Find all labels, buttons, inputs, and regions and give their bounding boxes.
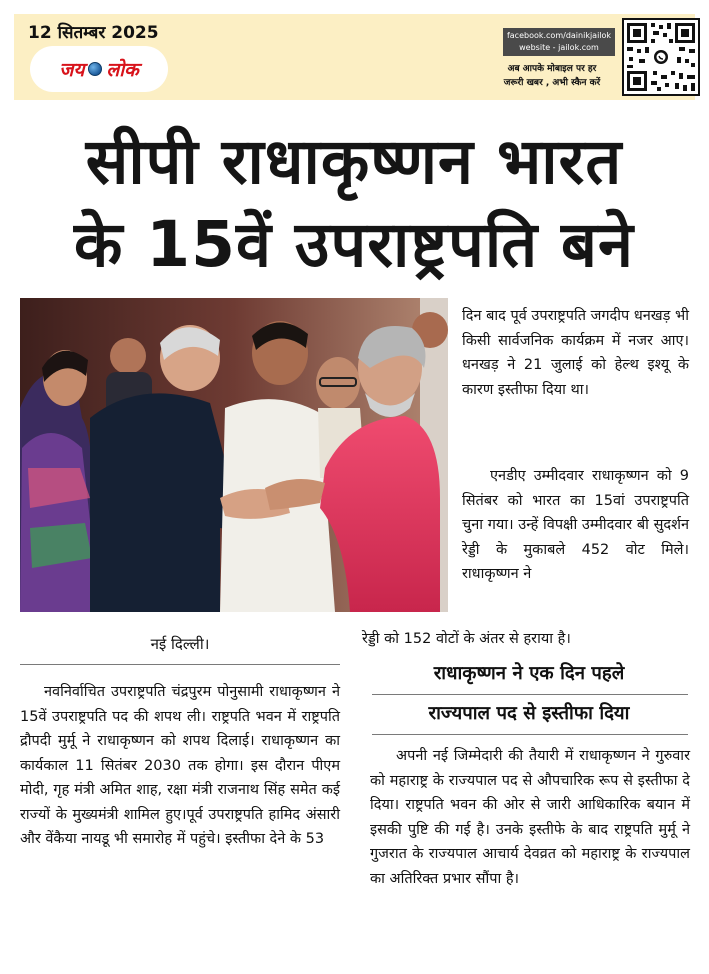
scan-prompt — [490, 62, 614, 90]
dateline: नई दिल्ली। — [150, 635, 210, 653]
subhead-divider — [372, 694, 688, 695]
ceremony-photo-illustration — [20, 298, 448, 612]
facebook-link[interactable]: facebook.com/dainikjailok — [506, 31, 612, 40]
globe-icon — [88, 62, 102, 76]
qr-code-graphic — [624, 20, 698, 94]
news-photo — [20, 298, 448, 612]
article-left-column: नवनिर्वाचित उपराष्ट्रपति चंद्रपुरम पोनुसामी राधाकृष्णन ने 15वें उपराष्ट्रपति पद की शपथ ली। राष्ट्रपति भवन में राष्ट्रपति द्रौपदी मुर्मू ने राधाकृष्णन को शपथ दिलाई। राधाकृष्णन का कार्यकाल 11 सितंबर 2030 तक होगा। इस दौरान पीएम मोदी, गृह मंत्री अमित शाह, रक्षा मंत्री राजनाथ सिंह समेत कई राज्यों के मुख्यमंत्री शामिल हुए।पूर्व उपराष्ट्रपति हामिद अंसारी और वेंकैया नायडू भी समारोह में पहुंचे। इस्तीफा देने के 53 — [20, 684, 340, 847]
social-links-box[interactable] — [503, 28, 615, 56]
qr-code-icon[interactable] — [622, 18, 700, 96]
headline-line-1: सीपी राधाकृष्णन भारत — [85, 125, 623, 198]
masthead-bar — [14, 14, 695, 100]
subhead-line-2: राज्यपाल पद से इस्तीफा दिया — [428, 703, 630, 724]
scan-prompt-line1: अब आपके मोबाइल पर हर — [507, 64, 597, 74]
article-right-para-1: दिन बाद पूर्व उपराष्ट्रपति जगदीप धनखड़ भी किसी सार्वजनिक कार्यक्रम में नजर आए। धनखड़ ने 21 जुलाई को हेल्थ इश्यू के कारण इस्तीफा दिया था। — [462, 308, 689, 398]
subhead-line-1: राधाकृष्णन ने एक दिन पहले — [433, 663, 625, 684]
issue-date: 12 सितम्बर 2025 — [28, 23, 159, 43]
logo-word-right: लोक — [106, 59, 139, 81]
headline-line-2: के 15वें उपराष्ट्रपति बने — [73, 208, 634, 281]
jailok-logo[interactable] — [30, 46, 168, 92]
scan-prompt-line2: जरूरी खबर , अभी स्कैन करें — [503, 78, 601, 88]
logo-word-left: जय — [59, 59, 85, 81]
subhead-bottom-rule — [372, 734, 688, 735]
sub-article: अपनी नई जिम्मेदारी की तैयारी में राधाकृष्णन ने गुरुवार को महाराष्ट्र के राज्यपाल पद से औपचारिक रूप से इस्तीफा दे दिया। राष्ट्रपति भवन की ओर से जारी आधिकारिक बयान में इसकी पुष्टि की गई है। उनके इस्तीफे के बाद राष्ट्रपति मुर्मू ने गुजरात के राज्यपाल आचार्य देवव्रत को महाराष्ट्र के राज्यपाल का अतिरिक्त प्रभार सौंपा है। — [370, 748, 690, 887]
article-right-para-2: एनडीए उम्मीदवार राधाकृष्णन को 9 सितंबर को भारत का 15वां उपराष्ट्रपति चुना गया। उन्हें विपक्षी उम्मीदवार बी सुदर्शन रेड्डी के मुकाबले 452 वोट मिले। राधाकृष्णन ने — [462, 468, 689, 582]
article-right-para-2-end: रेड्डी को 152 वोटों के अंतर से हराया है। — [362, 631, 571, 647]
website-link[interactable]: website - jailok.com — [519, 43, 599, 52]
dateline-rule — [20, 664, 340, 665]
